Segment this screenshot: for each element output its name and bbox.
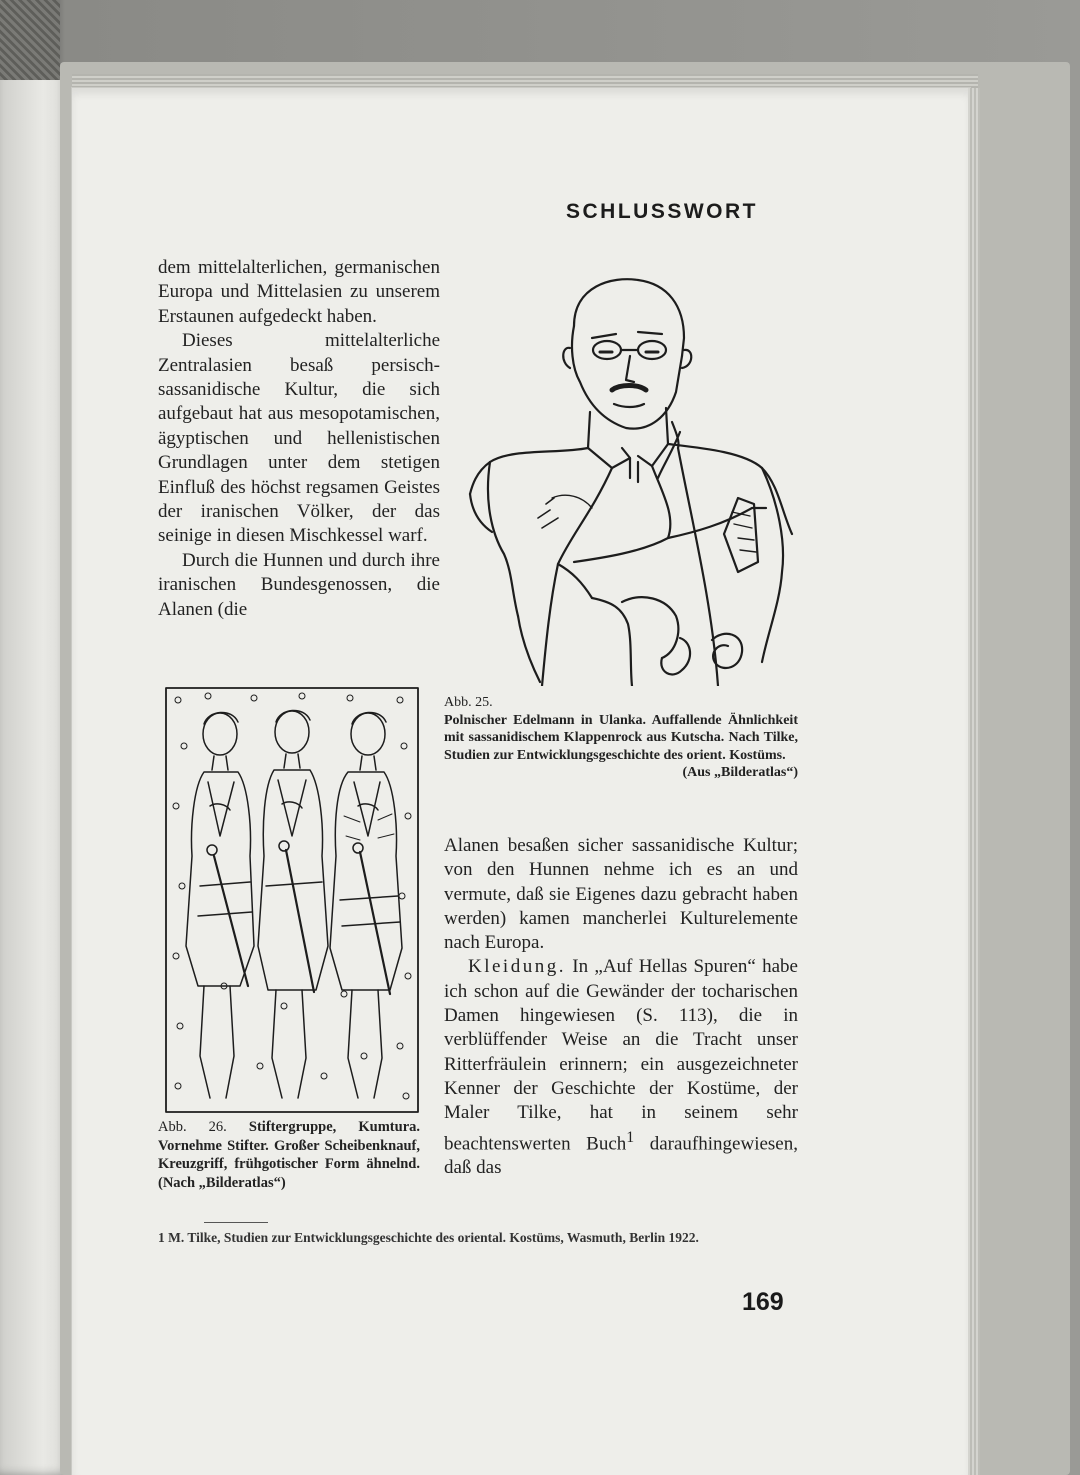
- figure-25-illustration: [462, 272, 802, 686]
- figure-26-caption: [158, 1118, 420, 1192]
- book-spine: [0, 0, 60, 80]
- paragraph-tail: daraufhingewiesen, daß das: [444, 1132, 798, 1179]
- paragraph: [444, 955, 798, 1180]
- figure-26-label: Abb. 26.: [158, 1119, 227, 1135]
- section-head: Kleidung.: [468, 956, 566, 978]
- figure-26-illustration: [164, 686, 420, 1114]
- left-column-text: [158, 256, 440, 622]
- paragraph: Alanen besaßen sicher sassanidische Kultur; von den Hunnen nehme ich es an und vermute, daß sie Eigenes dazu gebracht haben werden) kamen mancherlei Kulturelemente nach Europa.: [444, 835, 798, 954]
- figure-25-source: (Aus „Bilderatlas“): [682, 765, 798, 780]
- footnote-rule: [204, 1222, 268, 1223]
- page-stack-edge: [968, 88, 980, 1475]
- footnote: 1 M. Tilke, Studien zur Entwicklungsgeschichte des oriental. Kostüms, Wasmuth, Berlin 1922.: [158, 1230, 699, 1245]
- footnote-marker: 1: [626, 1128, 635, 1146]
- figure-26-caption-text: Stiftergruppe, Kumtura. Vornehme Stifter. Großer Scheibenknauf, Kreuzgriff, frühgotischer Form ähnelnd. (Nach „Bilderatlas“): [158, 1119, 421, 1191]
- running-title: SCHLUSSWORT: [566, 200, 758, 223]
- figure-25-caption: [444, 694, 798, 782]
- paragraph: Dieses mittelalterliche Zentralasien besaß persisch-sassanidische Kultur, die sich aufgebaut hat aus mesopotamischen, ägyptischen und hellenistischen Grundlagen unter dem stetigen Einfluß des höchst regsamen Geistes der iranischen Völker, der das seinige in diesen Mischkessel warf.: [158, 330, 440, 547]
- figure-25-label: Abb. 25.: [444, 695, 493, 710]
- figure-25-caption-text: Polnischer Edelmann in Ulanka. Auffallende Ähnlichkeit mit sassanidischem Klappenrock aus Kutscha. Nach Tilke, Studien zur Entwicklungsgeschichte des orient. Kostüms.: [444, 712, 798, 763]
- right-column-text: [444, 834, 798, 1180]
- paragraph: Durch die Hunnen und durch ihre iranischen Bundesgenossen, die Alanen (die: [158, 549, 440, 620]
- paragraph-body: In „Auf Hellas Spuren“ habe ich schon auf die Gewänder der tocharischen Damen hingewiesen (S. 113), die in verblüffender Weise an die Tracht unser Ritterfräulein erinnern; ein ausgezeichneter Kenner der Geschichte der Kostüme, der Maler Tilke, hat in seinem sehr beachtenswerten Buch: [444, 956, 798, 1154]
- paragraph: dem mittelalterlichen, germanischen Europa und Mittelasien zu unserem Erstaunen aufgedeckt haben.: [158, 257, 440, 327]
- page-number: 169: [742, 1288, 784, 1316]
